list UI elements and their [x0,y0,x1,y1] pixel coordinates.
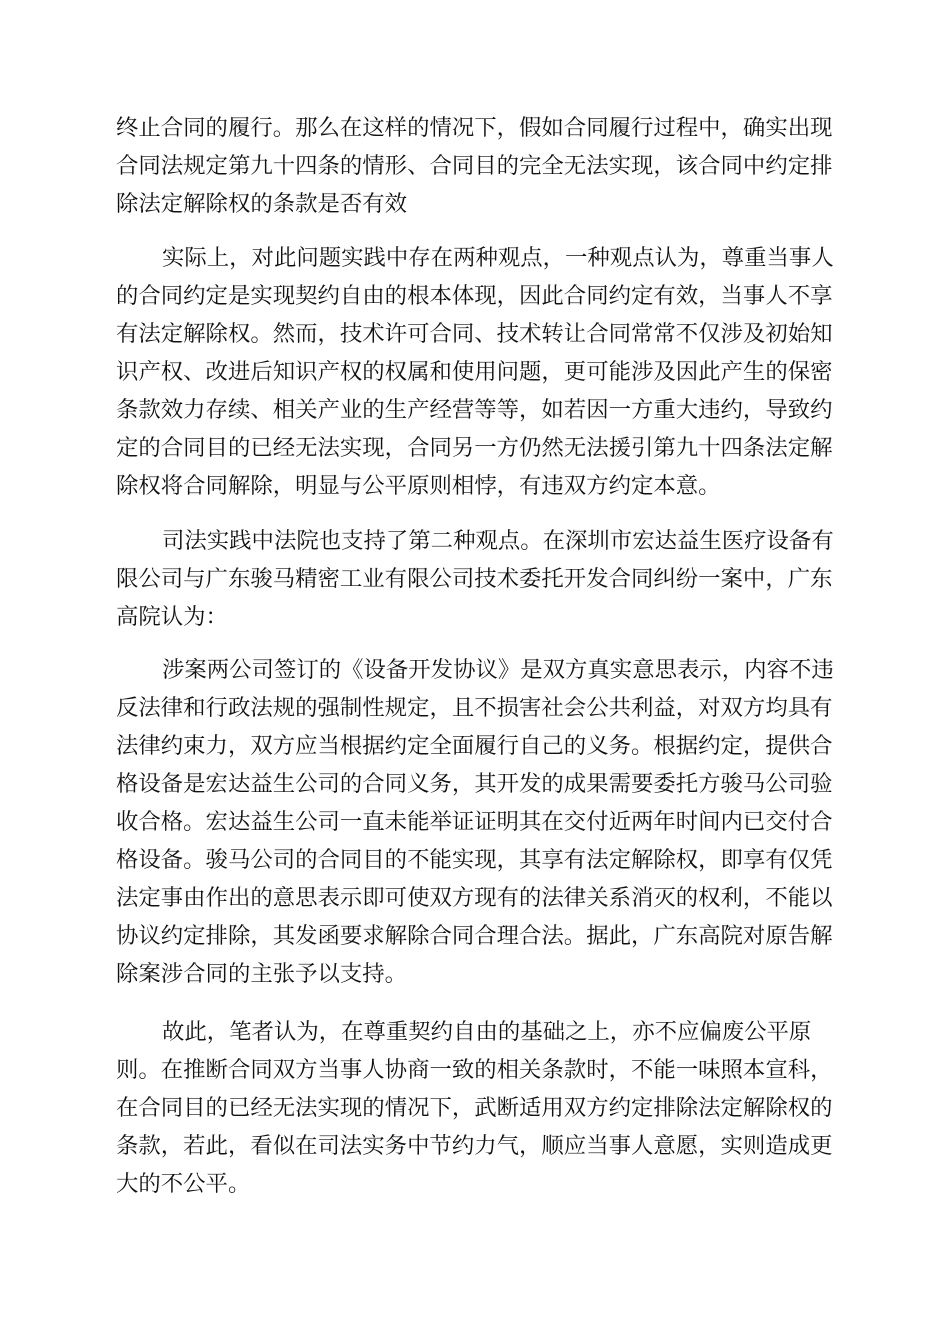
paragraph-5 [116,1013,836,1203]
paragraph-2 [116,239,836,505]
text-line: 除权将合同解除，明显与公平原则相悖，有违双方约定本意。 [116,473,721,499]
text-line: 格设备是宏达益生公司的合同义务，其开发的成果需要委托方骏马公司验 [116,771,833,797]
text-line: 故此，笔者认为，在尊重契约自由的基础之上，亦不应偏废公平原 [162,1019,812,1045]
text-line: 协议约定排除，其发函要求解除合同合理合法。据此，广东高院对原告解 [116,923,833,949]
text-line: 涉案两公司签订的《设备开发协议》是双方真实意思表示，内容不违 [162,657,834,683]
text-line: 则。在推断合同双方当事人协商一致的相关条款时，不能一味照本宣科， [116,1057,833,1083]
text-line: 高院认为： [116,604,228,630]
text-line: 司法实践中法院也支持了第二种观点。在深圳市宏达益生医疗设备有 [162,528,834,554]
text-line: 收合格。宏达益生公司一直未能举证证明其在交付近两年时间内已交付合 [116,809,833,835]
text-line: 除案涉合同的主张予以支持。 [116,961,408,987]
text-line: 在合同目的已经无法实现的情况下，武断适用双方约定排除法定解除权的 [116,1095,833,1121]
text-line: 格设备。骏马公司的合同目的不能实现，其享有法定解除权，即享有仅凭 [116,847,833,873]
text-line: 识产权、改进后知识产权的权属和使用问题，更可能涉及因此产生的保密 [116,359,833,385]
text-line: 实际上，对此问题实践中存在两种观点，一种观点认为，尊重当事人 [162,245,834,271]
text-line: 的合同约定是实现契约自由的根本体现，因此合同约定有效，当事人不享 [116,283,833,309]
text-line: 合同法规定第九十四条的情形、合同目的完全无法实现，该合同中约定排 [116,153,833,179]
text-line: 条款效力存续、相关产业的生产经营等等，如若因一方重大违约，导致约 [116,397,833,423]
text-line: 终止合同的履行。那么在这样的情况下，假如合同履行过程中，确实出现 [116,115,833,141]
text-line: 法定事由作出的意思表示即可使双方现有的法律关系消灭的权利，不能以 [116,885,833,911]
paragraph-3 [116,522,836,636]
text-line: 限公司与广东骏马精密工业有限公司技术委托开发合同纠纷一案中，广东 [116,566,833,592]
text-line: 条款，若此，看似在司法实务中节约力气，顺应当事人意愿，实则造成更 [116,1133,833,1159]
paragraph-1 [116,109,836,223]
text-line: 大的不公平。 [116,1171,251,1197]
text-line: 反法律和行政法规的强制性规定，且不损害社会公共利益，对双方均具有 [116,695,833,721]
text-line: 除法定解除权的条款是否有效 [116,191,408,217]
text-line: 定的合同目的已经无法实现，合同另一方仍然无法援引第九十四条法定解 [116,435,833,461]
paragraph-4-quotation [116,651,836,993]
text-line: 有法定解除权。然而，技术许可合同、技术转让合同常常不仅涉及初始知 [116,321,833,347]
text-line: 法律约束力，双方应当根据约定全面履行自己的义务。根据约定，提供合 [116,733,833,759]
